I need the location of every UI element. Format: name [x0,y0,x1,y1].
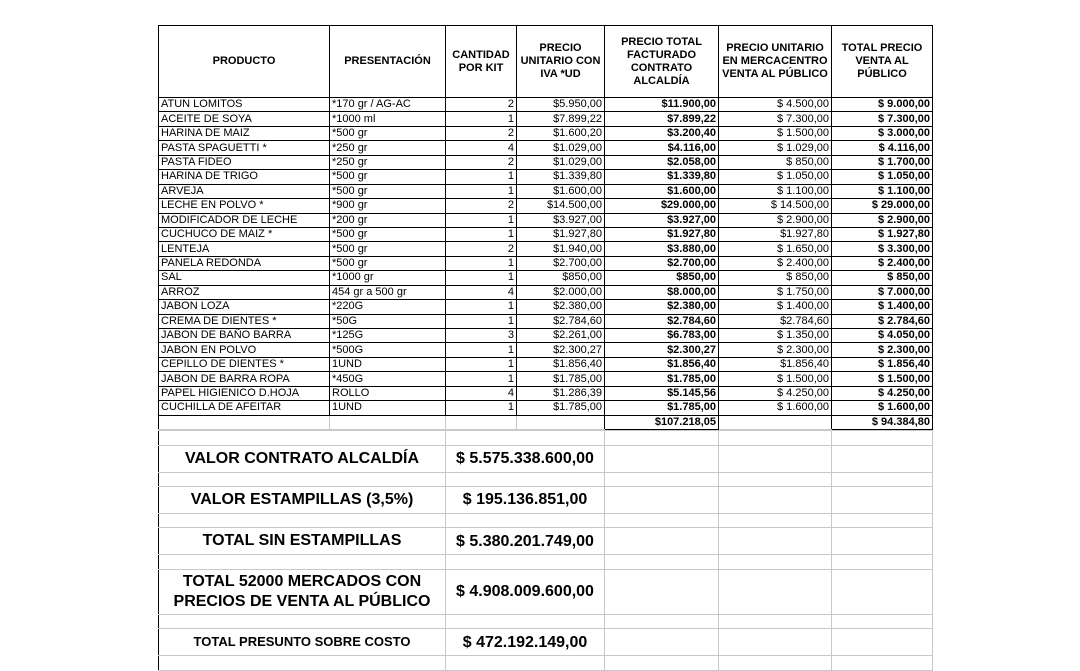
product-unit-price: $1.029,00 [517,141,605,155]
total-mercados-value: $ 4.908.009.600,00 [446,569,605,614]
product-presentation: 454 gr a 500 gr [330,285,446,299]
product-name: ARVEJA [159,184,330,198]
product-presentation: *1000 gr [330,271,446,285]
product-name: LENTEJA [159,242,330,256]
product-public-total: $ 3.300,00 [832,242,933,256]
product-mercacentro-price: $ 1.500,00 [719,126,832,140]
header-presentacion: PRESENTACIÓN [330,26,446,98]
product-quantity: 1 [446,213,517,227]
table-row [159,112,933,126]
product-total-price: $11.900,00 [605,98,719,112]
product-presentation: 1UND [330,357,446,371]
product-quantity: 1 [446,343,517,357]
totals-blank [446,415,517,429]
table-row [159,213,933,227]
product-mercacentro-price: $ 1.050,00 [719,170,832,184]
product-name: HARINA DE TRIGO [159,170,330,184]
totals-blank [330,415,446,429]
product-mercacentro-price: $ 1.350,00 [719,329,832,343]
product-name: JABON LOZA [159,300,330,314]
product-public-total: $ 1.856,40 [832,357,933,371]
product-name: PAPEL HIGIENICO D.HOJA [159,386,330,400]
product-unit-price: $2.261,00 [517,329,605,343]
summary-row-estampillas [159,486,933,513]
header-precio-unitario: PRECIO UNITARIO CON IVA *UD [517,26,605,98]
product-presentation: *1000 ml [330,112,446,126]
product-presentation: *450G [330,372,446,386]
product-total-price: $4.116,00 [605,141,719,155]
valor-estampillas-label: VALOR ESTAMPILLAS (3,5%) [159,486,446,513]
product-name: CUCHUCO DE MAIZ * [159,227,330,241]
table-row [159,271,933,285]
product-public-total: $ 29.000,00 [832,199,933,213]
product-presentation: *500 gr [330,170,446,184]
product-mercacentro-price: $ 1.029,00 [719,141,832,155]
product-unit-price: $2.380,00 [517,300,605,314]
product-public-total: $ 1.100,00 [832,184,933,198]
product-name: PASTA SPAGUETTI * [159,141,330,155]
totals-row [159,415,933,429]
table-row [159,199,933,213]
spreadsheet [158,25,932,671]
product-mercacentro-price: $ 1.650,00 [719,242,832,256]
table-row [159,242,933,256]
header-total-publico: TOTAL PRECIO VENTA AL PÚBLICO [832,26,933,98]
table-row [159,372,933,386]
table-row [159,357,933,371]
product-quantity: 2 [446,126,517,140]
product-quantity: 1 [446,112,517,126]
product-public-total: $ 4.050,00 [832,329,933,343]
product-total-price: $29.000,00 [605,199,719,213]
product-total-price: $1.856,40 [605,357,719,371]
product-name: ARROZ [159,285,330,299]
table-row [159,314,933,328]
totals-blank [517,415,605,429]
product-public-total: $ 4.116,00 [832,141,933,155]
product-total-price: $1.785,00 [605,372,719,386]
summary-row-presunto [159,629,933,656]
product-public-total: $ 1.927,80 [832,227,933,241]
product-presentation: *250 gr [330,155,446,169]
product-quantity: 4 [446,141,517,155]
product-public-total: $ 9.000,00 [832,98,933,112]
product-mercacentro-price: $ 2.400,00 [719,256,832,270]
valor-contrato-label: VALOR CONTRATO ALCALDÍA [159,445,446,472]
table-row [159,126,933,140]
product-unit-price: $2.784,60 [517,314,605,328]
product-name: JABON EN POLVO [159,343,330,357]
product-name: JABON DE BARRA ROPA [159,372,330,386]
product-unit-price: $2.000,00 [517,285,605,299]
product-mercacentro-price: $1.856,40 [719,357,832,371]
product-public-total: $ 1.050,00 [832,170,933,184]
product-quantity: 1 [446,170,517,184]
product-presentation: ROLLO [330,386,446,400]
product-name: MODIFICADOR DE LECHE [159,213,330,227]
total-precio-facturado: $107.218,05 [605,415,719,429]
product-mercacentro-price: $ 850,00 [719,155,832,169]
valor-contrato-value: $ 5.575.338.600,00 [446,445,605,472]
header-precio-total: PRECIO TOTAL FACTURADO CONTRATO ALCALDÍA [605,26,719,98]
product-unit-price: $1.029,00 [517,155,605,169]
total-sin-estampillas-value: $ 5.380.201.749,00 [446,528,605,555]
product-quantity: 4 [446,386,517,400]
table-row [159,401,933,415]
product-name: CEPILLO DE DIENTES * [159,357,330,371]
products-table [158,25,933,430]
product-quantity: 2 [446,242,517,256]
product-total-price: $5.145,56 [605,386,719,400]
product-quantity: 1 [446,300,517,314]
product-mercacentro-price: $ 14.500,00 [719,199,832,213]
product-total-price: $2.700,00 [605,256,719,270]
header-producto: PRODUCTO [159,26,330,98]
table-row [159,170,933,184]
product-presentation: 1UND [330,401,446,415]
product-unit-price: $1.927,80 [517,227,605,241]
product-presentation: *500G [330,343,446,357]
product-mercacentro-price: $1.927,80 [719,227,832,241]
product-name: CREMA DE DIENTES * [159,314,330,328]
product-name: PANELA REDONDA [159,256,330,270]
product-unit-price: $850,00 [517,271,605,285]
product-quantity: 1 [446,271,517,285]
totals-blank [159,415,330,429]
product-unit-price: $1.339,80 [517,170,605,184]
product-presentation: *220G [330,300,446,314]
product-quantity: 1 [446,256,517,270]
product-mercacentro-price: $ 1.500,00 [719,372,832,386]
product-unit-price: $1.785,00 [517,401,605,415]
product-total-price: $3.880,00 [605,242,719,256]
product-public-total: $ 7.000,00 [832,285,933,299]
table-row [159,256,933,270]
totals-blank [719,415,832,429]
product-presentation: *500 gr [330,242,446,256]
table-row [159,184,933,198]
total-mercados-label: TOTAL 52000 MERCADOS CON PRECIOS DE VENTA AL PÚBLICO [159,569,446,614]
product-presentation: *250 gr [330,141,446,155]
product-total-price: $2.380,00 [605,300,719,314]
product-total-price: $850,00 [605,271,719,285]
product-total-price: $7.899,22 [605,112,719,126]
product-name: SAL [159,271,330,285]
product-quantity: 1 [446,314,517,328]
product-mercacentro-price: $2.784,60 [719,314,832,328]
product-unit-price: $5.950,00 [517,98,605,112]
product-presentation: *500 gr [330,184,446,198]
product-public-total: $ 3.000,00 [832,126,933,140]
product-unit-price: $3.927,00 [517,213,605,227]
header-precio-mercacentro: PRECIO UNITARIO EN MERCACENTRO VENTA AL PÚBLICO [719,26,832,98]
product-unit-price: $2.300,27 [517,343,605,357]
table-row [159,155,933,169]
product-name: CUCHILLA DE AFEITAR [159,401,330,415]
product-presentation: *200 gr [330,213,446,227]
product-public-total: $ 1.500,00 [832,372,933,386]
product-mercacentro-price: $ 2.900,00 [719,213,832,227]
product-presentation: *500 gr [330,256,446,270]
product-quantity: 1 [446,372,517,386]
product-public-total: $ 850,00 [832,271,933,285]
product-presentation: *125G [330,329,446,343]
product-total-price: $2.300,27 [605,343,719,357]
product-total-price: $1.785,00 [605,401,719,415]
table-row [159,285,933,299]
product-presentation: *900 gr [330,199,446,213]
product-unit-price: $2.700,00 [517,256,605,270]
product-name: HARINA DE MAIZ [159,126,330,140]
product-total-price: $2.784,60 [605,314,719,328]
product-quantity: 1 [446,401,517,415]
product-name: JABON DE BAÑO BARRA [159,329,330,343]
product-public-total: $ 1.700,00 [832,155,933,169]
product-quantity: 2 [446,155,517,169]
product-mercacentro-price: $ 7.300,00 [719,112,832,126]
product-public-total: $ 1.400,00 [832,300,933,314]
product-unit-price: $1.785,00 [517,372,605,386]
table-row [159,386,933,400]
product-mercacentro-price: $ 4.250,00 [719,386,832,400]
product-mercacentro-price: $ 850,00 [719,271,832,285]
total-presunto-label: TOTAL PRESUNTO SOBRE COSTO [159,629,446,656]
product-total-price: $8.000,00 [605,285,719,299]
summary-table [158,430,933,671]
table-row [159,98,933,112]
product-public-total: $ 1.600,00 [832,401,933,415]
product-mercacentro-price: $ 1.600,00 [719,401,832,415]
product-quantity: 3 [446,329,517,343]
product-quantity: 4 [446,285,517,299]
product-total-price: $1.339,80 [605,170,719,184]
product-total-price: $3.927,00 [605,213,719,227]
summary-row-contrato [159,445,933,472]
table-row [159,227,933,241]
product-mercacentro-price: $ 1.750,00 [719,285,832,299]
product-quantity: 1 [446,357,517,371]
summary-row-mercados [159,569,933,614]
product-quantity: 2 [446,199,517,213]
product-public-total: $ 2.400,00 [832,256,933,270]
product-public-total: $ 2.784,60 [832,314,933,328]
valor-estampillas-value: $ 195.136.851,00 [446,486,605,513]
product-name: PASTA FIDEO [159,155,330,169]
product-total-price: $1.927,80 [605,227,719,241]
header-cantidad: CANTIDAD POR KIT [446,26,517,98]
product-mercacentro-price: $ 1.400,00 [719,300,832,314]
total-presunto-value: $ 472.192.149,00 [446,629,605,656]
product-public-total: $ 2.300,00 [832,343,933,357]
product-quantity: 1 [446,227,517,241]
table-row [159,329,933,343]
product-mercacentro-price: $ 4.500,00 [719,98,832,112]
product-unit-price: $1.600,20 [517,126,605,140]
product-mercacentro-price: $ 1.100,00 [719,184,832,198]
product-total-price: $6.783,00 [605,329,719,343]
product-name: ACEITE DE SOYA [159,112,330,126]
product-unit-price: $1.286,39 [517,386,605,400]
product-public-total: $ 4.250,00 [832,386,933,400]
product-total-price: $2.058,00 [605,155,719,169]
total-precio-publico: $ 94.384,80 [832,415,933,429]
product-presentation: *500 gr [330,126,446,140]
product-quantity: 1 [446,184,517,198]
header-row [159,26,933,98]
product-unit-price: $7.899,22 [517,112,605,126]
product-presentation: *500 gr [330,227,446,241]
product-presentation: *50G [330,314,446,328]
table-row [159,141,933,155]
product-unit-price: $1.940,00 [517,242,605,256]
table-row [159,343,933,357]
product-presentation: *170 gr / AG-AC [330,98,446,112]
product-public-total: $ 2.900,00 [832,213,933,227]
product-name: LECHE EN POLVO * [159,199,330,213]
product-name: ATUN LOMITOS [159,98,330,112]
product-mercacentro-price: $ 2.300,00 [719,343,832,357]
total-sin-estampillas-label: TOTAL SIN ESTAMPILLAS [159,528,446,555]
product-unit-price: $1.856,40 [517,357,605,371]
product-unit-price: $1.600,00 [517,184,605,198]
table-row [159,300,933,314]
summary-row-sin-estampillas [159,528,933,555]
product-quantity: 2 [446,98,517,112]
product-total-price: $1.600,00 [605,184,719,198]
product-unit-price: $14.500,00 [517,199,605,213]
product-total-price: $3.200,40 [605,126,719,140]
product-public-total: $ 7.300,00 [832,112,933,126]
